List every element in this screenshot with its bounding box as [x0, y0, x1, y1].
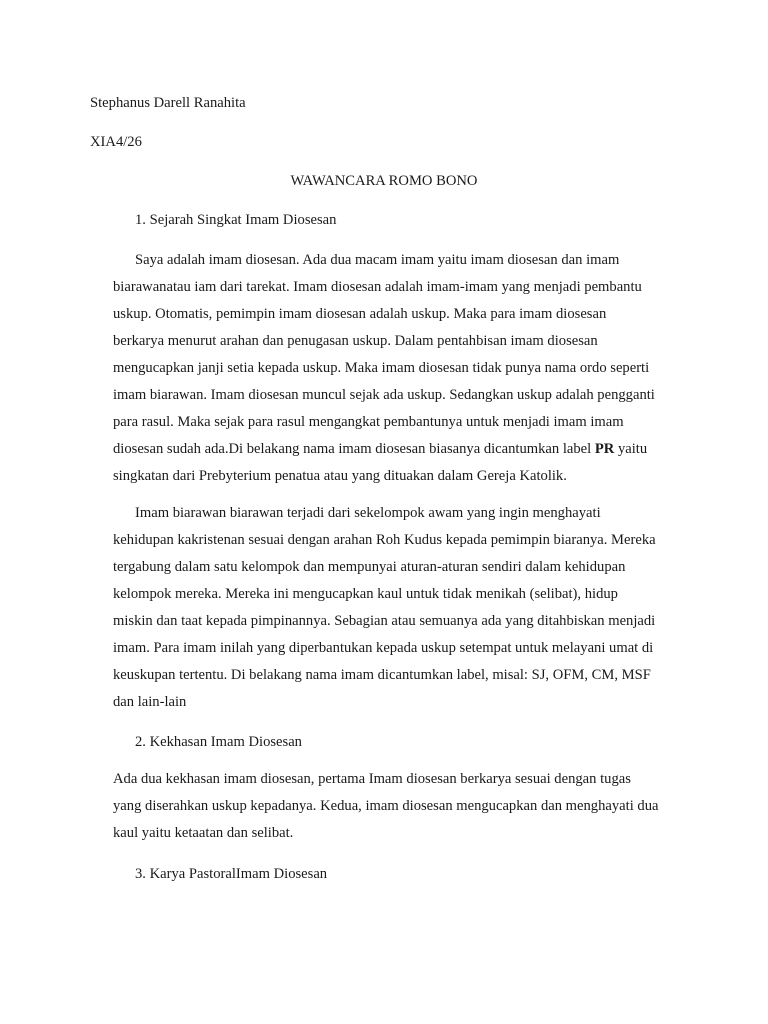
paragraph-line: kelompok mereka. Mereka ini mengucapkan kaul untuk tidak menikah (selibat), hidup — [113, 586, 618, 602]
paragraph-line: Ada dua kekhasan imam diosesan, pertama Imam diosesan berkarya sesuai dengan tugas — [113, 771, 631, 787]
line-text: diosesan sudah ada.Di belakang nama imam diosesan biasanya dicantumkan label — [113, 441, 595, 457]
section-1-heading: 1. Sejarah Singkat Imam Diosesan — [135, 212, 337, 228]
paragraph-line: para rasul. Maka sejak para rasul mengangkat pembantunya untuk menjadi imam imam — [113, 414, 624, 430]
paragraph-line: imam biarawan. Imam diosesan muncul sejak ada uskup. Sedangkan uskup adalah pengganti — [113, 387, 655, 403]
paragraph-line: miskin dan taat kepada pimpinannya. Sebagian atau semuanya ada yang ditahbiskan menjadi — [113, 613, 656, 629]
author-name: Stephanus Darell Ranahita — [90, 95, 246, 111]
paragraph-line: yang diserahkan uskup kepadanya. Kedua, imam diosesan mengucapkan dan menghayati dua — [113, 798, 659, 814]
paragraph-line: singkatan dari Prebyterium penatua atau yang dituakan dalam Gereja Katolik. — [113, 468, 567, 484]
paragraph-line: dan lain-lain — [113, 694, 187, 710]
section-3-heading: 3. Karya PastoralImam Diosesan — [135, 866, 328, 882]
pr-label: PR — [594, 441, 615, 457]
paragraph-line: mengucapkan janji setia kepada uskup. Maka imam diosesan tidak punya nama ordo seperti — [113, 360, 650, 376]
paragraph-line — [113, 436, 683, 463]
document-title: WAWANCARA ROMO BONO — [290, 173, 478, 189]
line-text: yaitu — [614, 441, 648, 457]
paragraph-line: keuskupan tertentu. Di belakang nama imam dicantumkan label, misal: SJ, OFM, CM, MSF — [113, 667, 651, 683]
section-2-paragraph — [113, 766, 683, 847]
paragraph-line: uskup. Otomatis, pemimpin imam diosesan adalah uskup. Maka para imam diosesan — [113, 306, 607, 322]
paragraph-line: berkarya menurut arahan dan penugasan uskup. Dalam pentahbisan imam diosesan — [113, 333, 598, 349]
paragraph-line: kehidupan kakristenan sesuai dengan arahan Roh Kudus kepada pemimpin biaranya. Mereka — [113, 532, 656, 548]
paragraph-line: Saya adalah imam diosesan. Ada dua macam imam yaitu imam diosesan dan imam — [135, 252, 620, 268]
paragraph-line: tergabung dalam satu kelompok dan mempunyai aturan-aturan sendiri dalam kehidupan — [113, 559, 626, 575]
class-id: XIA4/26 — [90, 134, 142, 150]
paragraph-line: biarawanatau iam dari tarekat. Imam diosesan adalah imam-imam yang menjadi pembantu — [113, 279, 642, 295]
paragraph-line: Imam biarawan biarawan terjadi dari sekelompok awam yang ingin menghayati — [135, 505, 601, 521]
section-1-paragraph-2 — [113, 500, 683, 716]
section-2-heading: 2. Kekhasan Imam Diosesan — [135, 734, 302, 750]
paragraph-line: kaul yaitu ketaatan dan selibat. — [113, 825, 294, 841]
paragraph-line: imam. Para imam inilah yang diperbantukan kepada uskup setempat untuk melayani umat di — [113, 640, 654, 656]
section-1-paragraph-1 — [113, 247, 683, 490]
